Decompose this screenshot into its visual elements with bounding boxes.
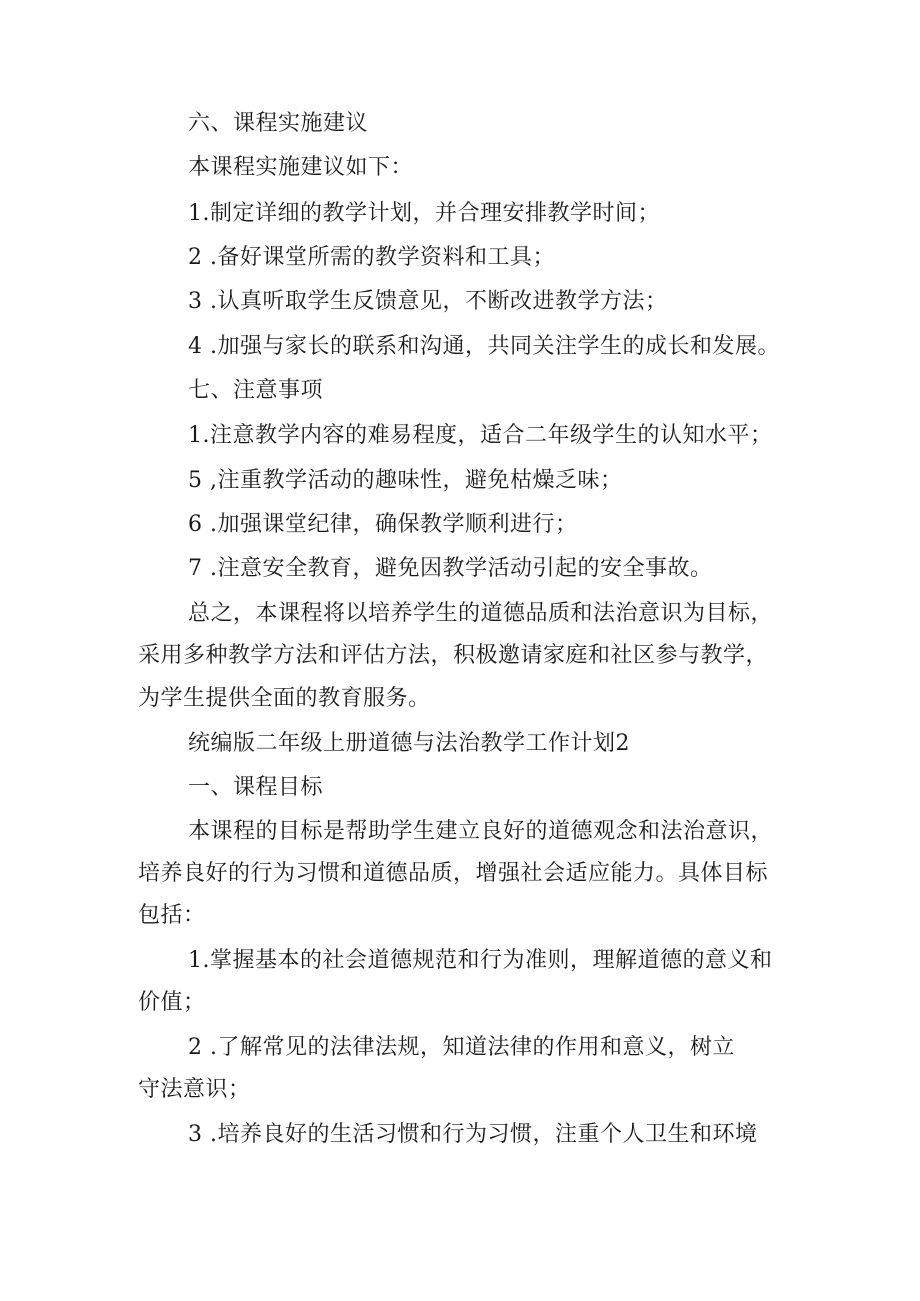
goal-line-2: 培养良好的行为习惯和道德品质，增强社会适应能力。具体目标 — [138, 861, 769, 886]
goal-line-3: 包括： — [138, 903, 206, 928]
summary-line-3: 为学生提供全面的教育服务。 — [138, 686, 431, 711]
goal-line-1: 本课程的目标是帮助学生建立良好的道德观念和法治意识， — [188, 819, 774, 844]
section7-heading: 七、注意事项 — [188, 378, 324, 403]
goal-item-1-line-2: 价值； — [138, 990, 206, 1015]
section6-intro: 本课程实施建议如下： — [188, 155, 414, 180]
section6-item-1: 1.制定详细的教学计划，并合理安排教学时间； — [188, 201, 660, 226]
section7-item-3: 6 .加强课堂纪律，确保教学顺利进行； — [188, 512, 578, 537]
summary-line-2: 采用多种教学方法和评估方法，积极邀请家庭和社区参与教学， — [138, 643, 769, 668]
section6-heading: 六、课程实施建议 — [188, 111, 369, 136]
goal-item-2-line-2: 守法意识； — [138, 1077, 251, 1102]
section6-item-3: 3 .认真听取学生反馈意见，不断改进教学方法； — [188, 289, 668, 314]
goal-item-3-line-1: 3 .培养良好的生活习惯和行为习惯，注重个人卫生和环境 — [188, 1122, 758, 1147]
section7-item-4: 7 .注意安全教育，避免因教学活动引起的安全事故。 — [188, 556, 713, 581]
section6-item-2: 2 .备好课堂所需的教学资料和工具； — [188, 245, 555, 270]
section7-item-2: 5 ,注重教学活动的趣味性，避免枯燥乏味； — [188, 468, 623, 493]
goal-item-1-line-1: 1.掌握基本的社会道德规范和行为准则，理解道德的意义和 — [188, 948, 773, 973]
plan2-title: 统编版二年级上册道德与法治教学工作计划2 — [188, 731, 630, 756]
goal-item-2-line-1: 2 .了解常见的法律法规，知道法律的作用和意义，树立 — [188, 1035, 735, 1060]
summary-line-1: 总之，本课程将以培养学生的道德品质和法治意识为目标， — [188, 601, 774, 626]
plan2-section1-heading: 一、课程目标 — [188, 775, 324, 800]
section6-item-4: 4 .加强与家长的联系和沟通，共同关注学生的成长和发展。 — [188, 334, 780, 359]
section7-item-1: 1.注意教学内容的难易程度，适合二年级学生的认知水平； — [188, 423, 773, 448]
